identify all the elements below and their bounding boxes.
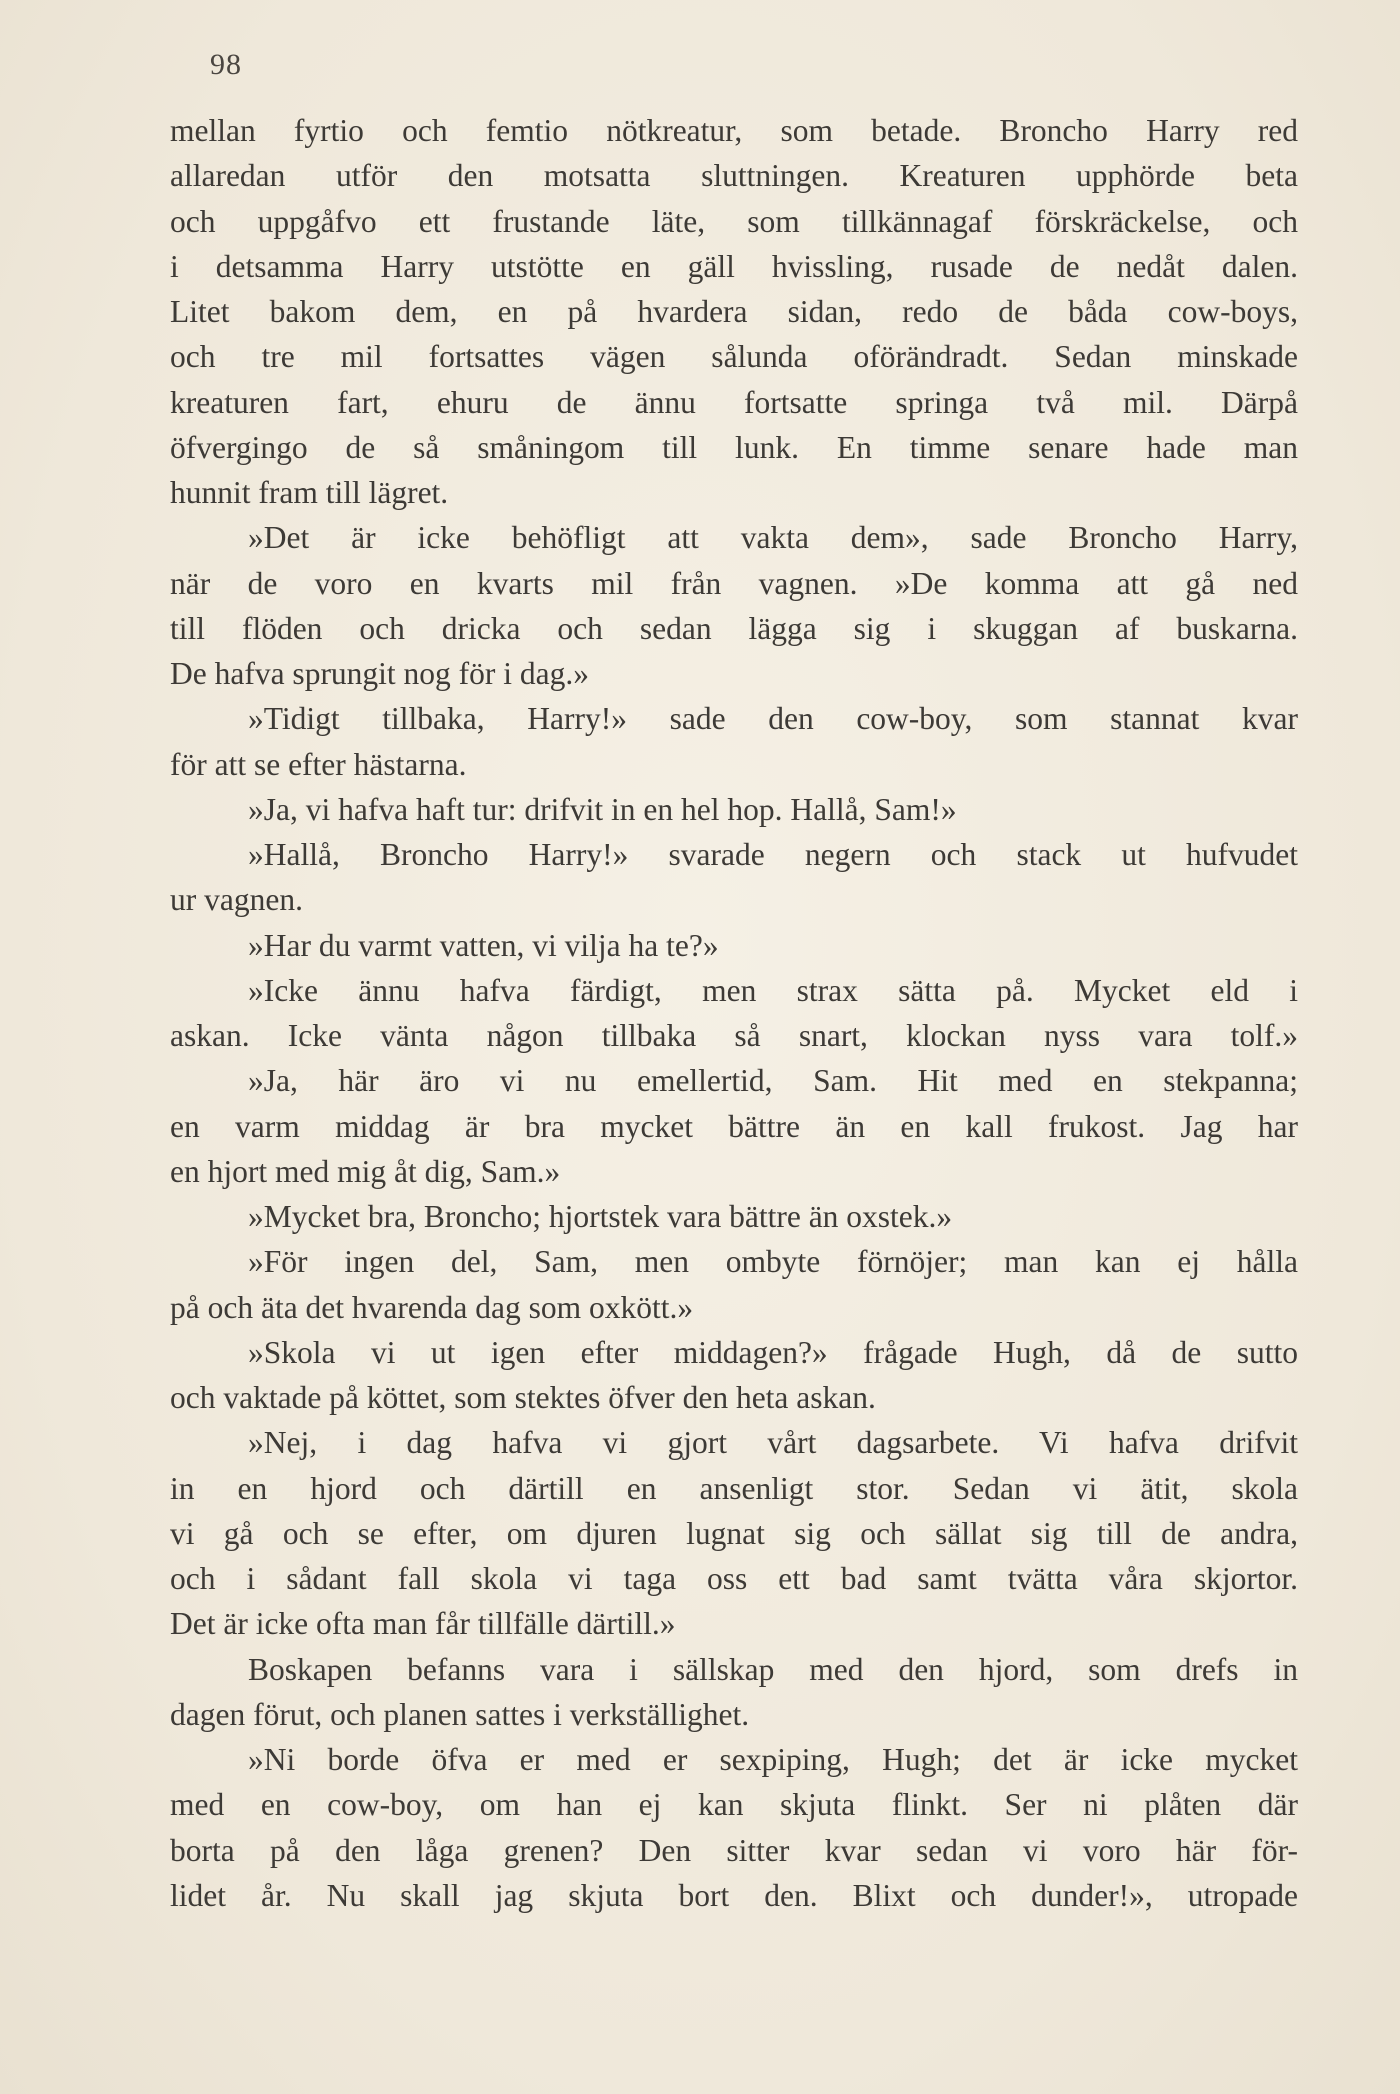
page-number: 98 xyxy=(210,48,242,81)
text-line: »Har du varmt vatten, vi vilja ha te?» xyxy=(248,927,719,963)
text-line: »Ja, här äro vi nu emellertid, Sam. Hit med en stekpanna; xyxy=(248,1063,1298,1099)
text-line: lidet år. Nu skall jag skjuta bort den. Blixt och dunder!», utropade xyxy=(170,1877,1298,1913)
text-line: »Skola vi ut igen efter middagen?» frågade Hugh, då de sutto xyxy=(248,1334,1298,1370)
text-line: ur vagnen. xyxy=(170,882,303,918)
text-line: och tre mil fortsattes vägen sålunda oförändradt. Sedan minskade xyxy=(170,339,1298,375)
text-line: Boskapen befanns vara i sällskap med den hjord, som drefs in xyxy=(248,1651,1298,1687)
text-line: »Mycket bra, Broncho; hjortstek vara bättre än oxstek.» xyxy=(248,1199,953,1234)
text-line: Litet bakom dem, en på hvardera sidan, redo de båda cow-boys, xyxy=(170,294,1298,329)
text-line: »Hallå, Broncho Harry!» svarade negern och stack ut hufvudet xyxy=(248,837,1298,872)
text-line: till flöden och dricka och sedan lägga sig i skuggan af buskarna. xyxy=(170,610,1298,646)
text-line: en hjort med mig åt dig, Sam.» xyxy=(170,1153,561,1189)
text-line: De hafva sprungit nog för i dag.» xyxy=(170,656,590,691)
text-line: »Ni borde öfva er med er sexpiping, Hugh; det är icke mycket xyxy=(248,1742,1298,1777)
text-line: i detsamma Harry utstötte en gäll hvissling, rusade de nedåt dalen. xyxy=(170,248,1298,284)
text-line: askan. Icke vänta någon tillbaka så snart, klockan nyss vara tolf.» xyxy=(170,1018,1298,1053)
text-line: »Nej, i dag hafva vi gjort vårt dagsarbete. Vi hafva drifvit xyxy=(248,1425,1298,1461)
text-line: en varm middag är bra mycket bättre än en kall frukost. Jag har xyxy=(170,1108,1298,1144)
text-line: dagen förut, och planen sattes i verkställighet. xyxy=(170,1696,750,1732)
text-line: och vaktade på köttet, som stektes öfver den heta askan. xyxy=(170,1380,876,1415)
text-line: »Ja, vi hafva haft tur: drifvit in en hel hop. Hallå, Sam!» xyxy=(248,791,957,827)
text-line: öfvergingo de så småningom till lunk. En timme senare hade man xyxy=(170,429,1298,465)
text-line: borta på den låga grenen? Den sitter kvar sedan vi voro här för- xyxy=(170,1832,1298,1868)
text-line: in en hjord och därtill en ansenligt stor. Sedan vi ätit, skola xyxy=(170,1470,1298,1506)
text-line: med en cow-boy, om han ej kan skjuta flinkt. Ser ni plåten där xyxy=(170,1787,1298,1823)
body-text xyxy=(170,108,1298,1918)
text-line: »Icke ännu hafva färdigt, men strax sätta på. Mycket eld i xyxy=(248,972,1298,1008)
text-line: på och äta det hvarenda dag som oxkött.» xyxy=(170,1289,694,1325)
text-line: »Tidigt tillbaka, Harry!» sade den cow-boy, som stannat kvar xyxy=(248,701,1298,737)
text-line: »För ingen del, Sam, men ombyte förnöjer; man kan ej hålla xyxy=(248,1244,1298,1280)
text-line: »Det är icke behöfligt att vakta dem», sade Broncho Harry, xyxy=(248,520,1298,556)
text-line: Det är icke ofta man får tillfälle därtill.» xyxy=(170,1606,676,1642)
text-line: och i sådant fall skola vi taga oss ett bad samt tvätta våra skjortor. xyxy=(170,1561,1298,1596)
text-line: allaredan utför den motsatta sluttningen. Kreaturen upphörde beta xyxy=(170,158,1298,194)
text-line: vi gå och se efter, om djuren lugnat sig och sällat sig till de andra, xyxy=(170,1515,1298,1551)
text-line: för att se efter hästarna. xyxy=(170,746,467,782)
text-line: mellan fyrtio och femtio nötkreatur, som betade. Broncho Harry red xyxy=(170,113,1298,148)
text-line: hunnit fram till lägret. xyxy=(170,475,449,510)
text-line: när de voro en kvarts mil från vagnen. »De komma att gå ned xyxy=(170,565,1298,601)
text-line: och uppgåfvo ett frustande läte, som tillkännagaf förskräckelse, och xyxy=(170,203,1298,239)
text-line: kreaturen fart, ehuru de ännu fortsatte springa två mil. Därpå xyxy=(170,384,1298,420)
